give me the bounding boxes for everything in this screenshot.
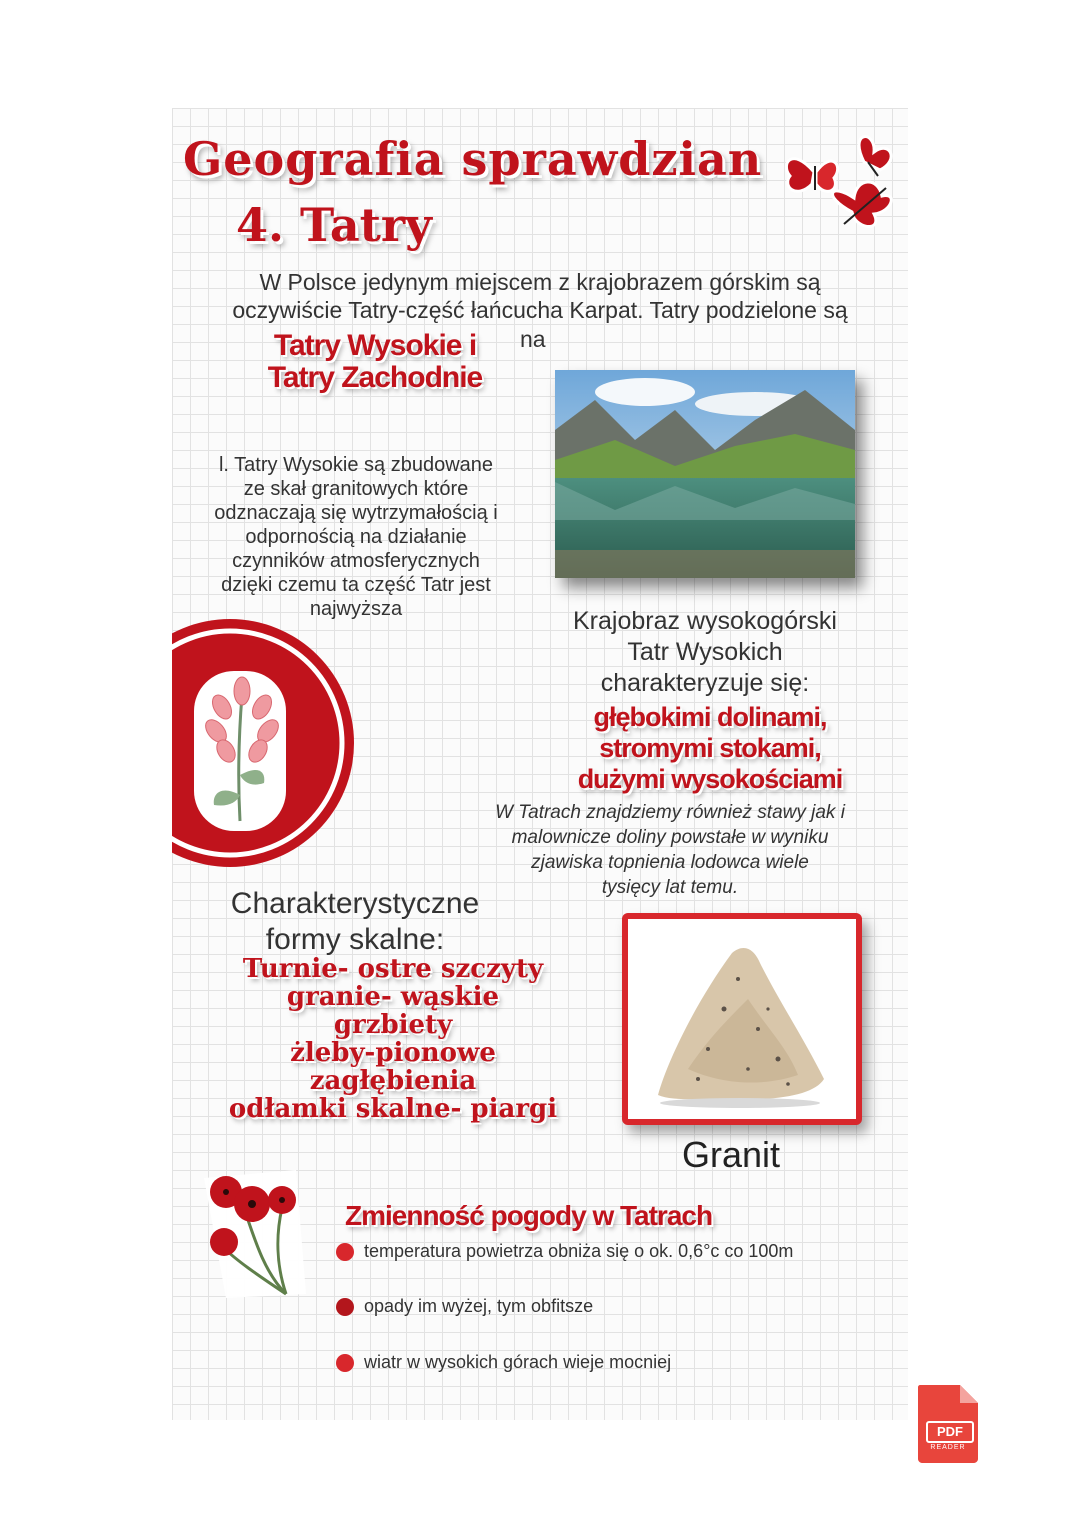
rock-form-item: żleby-pionowe xyxy=(290,1038,496,1068)
landscape-line: Tatr Wysokich xyxy=(627,638,783,666)
granite-photo-frame xyxy=(622,913,862,1125)
weather-bullet xyxy=(336,1352,671,1373)
landscape-intro xyxy=(540,606,870,699)
ponds-line: malownicze doliny powstałe w wyniku xyxy=(511,827,829,848)
high-tatras-description xyxy=(186,453,526,621)
butterfly-icon xyxy=(786,159,837,192)
tatra-division xyxy=(230,330,520,394)
division-line: Tatry Wysokie i xyxy=(273,329,477,362)
ponds-text xyxy=(440,800,900,900)
description-line: odznaczają się wytrzymałością i xyxy=(214,502,498,524)
landscape-line: Krajobraz wysokogórski xyxy=(573,607,837,635)
landscape-feature: stromymi stokami, xyxy=(599,733,821,763)
page-title: Geografia sprawdzian xyxy=(183,132,763,186)
rock-form-item: odłamki skalne- piargi xyxy=(228,1094,558,1124)
butterfly-icon xyxy=(782,126,898,232)
division-line: Tatry Zachodnie xyxy=(267,361,483,394)
pdf-badge-label: PDF xyxy=(926,1421,974,1443)
landscape-line: charakteryzuje się: xyxy=(600,669,810,697)
landscape-feature: dużymi wysokościami xyxy=(577,764,843,794)
granite-label: Granit xyxy=(682,1134,781,1175)
weather-bullet-text: wiatr w wysokich górach wieje mocniej xyxy=(364,1352,672,1372)
ponds-line: zjawiska topnienia lodowca wiele xyxy=(531,852,809,873)
rock-forms-heading-line: Charakterystyczne xyxy=(230,887,480,920)
landscape-features xyxy=(530,702,890,795)
ponds-line: W Tatrach znajdziemy również stawy jak i xyxy=(495,802,845,823)
weather-title: Zmienność pogody w Tatrach xyxy=(345,1200,713,1231)
rock-forms-heading-line: formy skalne: xyxy=(265,923,445,956)
mountain-lake-photo xyxy=(555,370,855,578)
description-line: dzięki czemu ta część Tatr jest xyxy=(221,574,491,596)
rock-form-item: grzbiety xyxy=(333,1010,453,1040)
description-line: czynników atmosferycznych xyxy=(232,550,480,572)
description-line: odpornością na działanie xyxy=(245,526,467,548)
description-line: najwyższa xyxy=(309,598,403,620)
flower-sticker-icon xyxy=(172,615,358,871)
ponds-line: tysięcy lat temu. xyxy=(601,877,739,898)
intro-line: oczywiście Tatry-część łańcucha Karpat. Tatry podzielone są xyxy=(232,297,848,323)
intro-na: na xyxy=(520,326,546,352)
butterfly-icon xyxy=(859,137,891,176)
description-line: ze skał granitowych które xyxy=(243,478,469,500)
pdf-reader-icon[interactable] xyxy=(916,1381,980,1465)
rock-forms-list xyxy=(198,955,588,1123)
rock-form-item: granie- wąskie xyxy=(286,982,500,1012)
intro-line: W Polsce jedynym miejscem z krajobrazem górskim są xyxy=(259,269,821,295)
bullet-dot xyxy=(336,1243,354,1261)
landscape-feature: głębokimi dolinami, xyxy=(593,702,827,732)
weather-bullet-text: temperatura powietrza obniża się o ok. 0,6°c co 100m xyxy=(364,1241,794,1261)
rock-form-item: Turnie- ostre szczyty xyxy=(242,954,544,984)
weather-bullet xyxy=(336,1241,793,1262)
butterfly-icon xyxy=(833,182,892,227)
rock-forms-heading xyxy=(200,886,510,958)
intro-text xyxy=(180,268,900,324)
page-subtitle: 4. Tatry xyxy=(236,198,432,252)
poppy-icon xyxy=(196,1164,314,1304)
granite-rock-image xyxy=(628,919,856,1119)
bullet-dot xyxy=(336,1298,354,1316)
bullet-dot xyxy=(336,1354,354,1372)
description-line: l. Tatry Wysokie są zbudowane xyxy=(218,454,494,476)
weather-bullet-text: opady im wyżej, tym obfitsze xyxy=(364,1296,594,1316)
rock-form-item: zagłębienia xyxy=(309,1066,477,1096)
pdf-badge-sub: READER xyxy=(930,1444,966,1451)
weather-bullet xyxy=(336,1296,593,1317)
